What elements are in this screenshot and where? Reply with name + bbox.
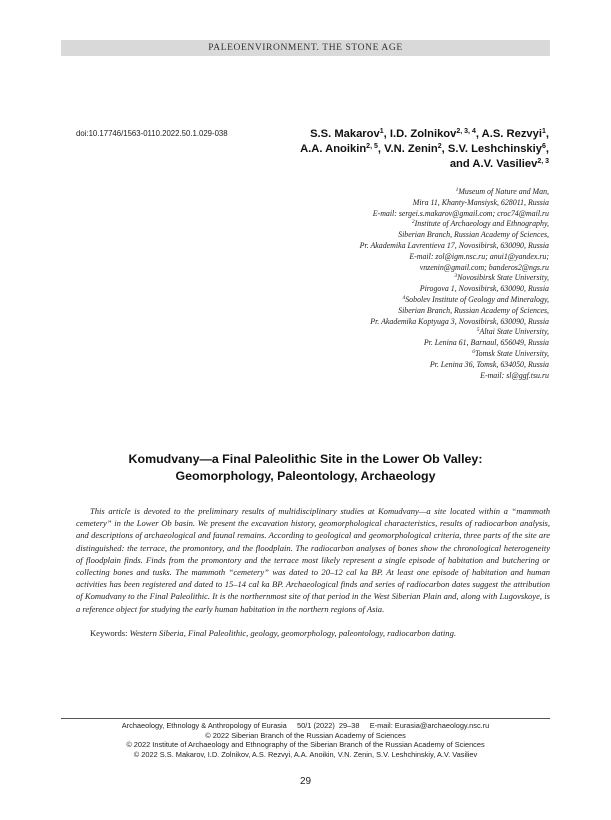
affiliation-line [189, 263, 549, 274]
affiliation-text: Pr. Akademika Koptyuga 3, Novosibirsk, 630090, Russia [370, 316, 549, 326]
author-name: S.V. Leshchinskiy [447, 143, 542, 155]
affiliation-line [189, 230, 549, 241]
affiliation-line [189, 209, 549, 220]
affiliation-text: Siberian Branch, Russian Academy of Sciences, [398, 230, 549, 240]
affiliation-text: E-mail: zol@igm.nsc.ru; anui1@yandex.ru; [409, 251, 549, 261]
author-name: A.S. Rezvyi [481, 128, 542, 140]
affiliation-line [189, 241, 549, 252]
article-title [61, 451, 550, 485]
author-affiliation-mark: 1 [379, 128, 384, 135]
affiliation-text: Museum of Nature and Man, [458, 187, 549, 196]
copyright-line: © 2022 Siberian Branch of the Russian Academy of Sciences [205, 730, 406, 740]
affiliation-text: Mira 11, Khanty-Mansiysk, 628011, Russia [412, 197, 549, 207]
affiliation-text: Pr. Lenina 61, Barnaul, 656049, Russia [423, 338, 549, 348]
author-affiliation-mark: 2 [437, 143, 442, 150]
keywords [76, 627, 550, 639]
affiliation-mark: 5 [476, 327, 480, 334]
keywords-label: Keywords: [90, 628, 128, 638]
author-line [219, 142, 549, 157]
affiliation-text: Pirogova 1, Novosibirsk, 630090, Russia [419, 284, 549, 294]
running-header: PALEOENVIRONMENT. THE STONE AGE [61, 40, 550, 56]
affiliation-text: vnzenin@gmail.com; banderos2@ngs.ru [419, 262, 549, 272]
abstract: This article is devoted to the preliminary results of multidisciplinary studies at Komudvany—a site located within a “mammoth cemetery” in the Lower Ob basin. We present the excavation history, geomorphological characteristics, results of radiocarbon analysis, and descriptions of archaeological and faunal remains. According to geological and geomorphological criteria, three parts of the site are distinguished: the terrace, the promontory, and the floodplain. The radiocarbon analyses of bones show the chronological heterogeneity of floodplain finds. Finds from the promontory and the terrace most likely represent a single episode of habitation and butchering or collecting bones and tusks. The mammoth “cemetery” was dated to 20–12 cal ka BP. At least one episode of habitation and human activities has been registered and dated to 15–14 cal ka BP. Archaeological finds and series of radiocarbon dates suggest the attribution of Komudvany to the Final Paleolithic. It is the northernmost site of that period in the West Siberian Plain and, along with Lugovskoye, is a reference object for studying the early human habitation in the northern regions of Asia. [76, 506, 550, 614]
author-affiliation-mark: 6 [541, 143, 546, 150]
copyright-line: © 2022 Institute of Archaeology and Ethnography of the Siberian Branch of the Russian Academy of Sciences [126, 740, 485, 750]
author-name: I.D. Zolnikov [389, 128, 457, 140]
affiliation-text: Pr. Akademika Lavrentieva 17, Novosibirsk, 630090, Russia [359, 240, 549, 250]
affiliation-mark: 1 [455, 187, 459, 193]
author-name: S.S. Makarov [310, 128, 380, 140]
affiliation-text: Pr. Lenina 36, Tomsk, 634050, Russia [429, 359, 549, 369]
affiliation-line [189, 295, 549, 306]
author-affiliation-mark: 2, 3 [537, 158, 549, 165]
author-separator: , [377, 143, 385, 155]
author-affiliation-mark: 1 [541, 128, 546, 135]
affiliation-text: Novosibirsk State University, [457, 273, 549, 283]
author-separator: , [545, 128, 549, 140]
affiliation-line [189, 187, 549, 198]
copyright-line: © 2022 S.S. Makarov, I.D. Zolnikov, A.S. Rezvyi, A.A. Anoikin, V.N. Zenin, S.V. Leshchinskiy, A.V. Vasiliev [133, 750, 478, 760]
author-separator: , [383, 128, 390, 140]
affiliation-line [189, 327, 549, 338]
author-separator: , [545, 143, 549, 155]
affiliation-line [189, 273, 549, 284]
author-line [219, 157, 549, 172]
affiliation-line [189, 338, 549, 349]
author-line [219, 127, 549, 142]
author-separator: , [441, 143, 448, 155]
affiliation-line [189, 252, 549, 263]
affiliation-mark: 2 [411, 219, 415, 226]
affiliation-line [189, 317, 549, 328]
affiliation-text: Siberian Branch, Russian Academy of Sciences, [398, 305, 549, 315]
affiliation-line [189, 284, 549, 295]
author-name: and A.V. Vasiliev [449, 158, 538, 170]
affiliation-mark: 6 [472, 348, 475, 355]
journal-line: Archaeology, Ethnology & Anthropology of Eurasia 50/1 (2022) 29–38 E-mail: Eurasia@archaeology.nsc.ru [121, 721, 490, 730]
author-name: V.N. Zenin [384, 143, 438, 155]
affiliation-mark: 4 [402, 294, 406, 301]
title-line: Geomorphology, Paleontology, Archaeology [175, 469, 436, 483]
affiliation-line [189, 360, 549, 371]
keywords-text: Western Siberia, Final Paleolithic, geology, geomorphology, paleontology, radiocarbon dating. [129, 628, 456, 638]
author-separator: , [475, 128, 482, 140]
author-list [219, 127, 549, 172]
affiliation-line [189, 371, 549, 382]
author-affiliation-mark: 2, 5 [366, 143, 378, 150]
affiliation-line [189, 306, 549, 317]
affiliation-text: E-mail: sl@ggf.tsu.ru [480, 370, 549, 380]
footer [61, 721, 550, 760]
author-name: A.A. Anoikin [300, 143, 367, 155]
footer-divider [61, 718, 550, 719]
affiliation-mark: 3 [454, 273, 458, 280]
affiliation-text: Altai State University, [479, 327, 549, 337]
affiliation-line [189, 219, 549, 230]
page-number: 29 [299, 776, 312, 787]
author-affiliation-mark: 2, 3, 4 [456, 128, 476, 135]
doi[interactable]: doi:10.17746/1563-0110.2022.50.1.029-038 [76, 129, 228, 138]
affiliation-line [189, 198, 549, 209]
affiliation-text: Institute of Archaeology and Ethnography, [414, 219, 549, 229]
title-line: Komudvany—a Final Paleolithic Site in the Lower Ob Valley: [128, 452, 483, 466]
affiliation-line [189, 349, 549, 360]
affiliation-text: Tomsk State University, [474, 348, 549, 358]
affiliation-text: Sobolev Institute of Geology and Mineralogy, [405, 294, 549, 304]
affiliations [189, 187, 549, 381]
affiliation-text: E-mail: sergei.s.makarov@gmail.com; croc74@mail.ru [372, 208, 549, 218]
